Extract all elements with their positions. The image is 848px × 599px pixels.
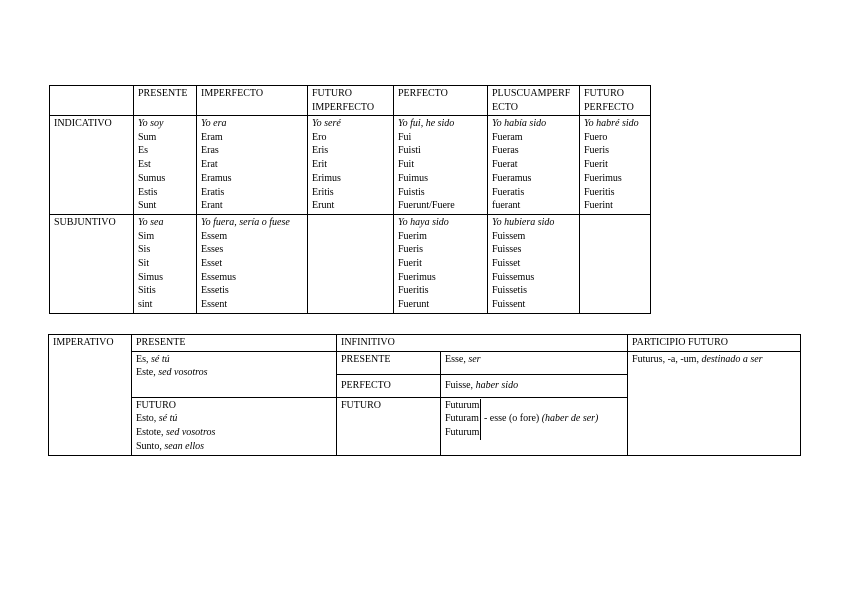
imperativo-presente-line-1: Es, sé tú — [136, 353, 170, 365]
conjugation-table-imperativo-infinitivo — [48, 334, 801, 456]
cell-subjuntivo-pluscuamperfecto — [488, 214, 580, 313]
conjugation-form: Sim — [138, 230, 155, 242]
conjugation-form: Eramus — [201, 172, 232, 184]
cell-indicativo-presente — [134, 116, 197, 215]
cell-indicativo-imperfecto — [197, 116, 308, 215]
conjugation-form: Fuistis — [398, 186, 425, 198]
conjugation-form: Fuerat — [492, 159, 518, 171]
cell-indicativo-perfecto — [394, 116, 488, 215]
infinitivo-perfecto-form: Fuisse, haber sido — [441, 374, 628, 397]
conjugation-form: Fuerunt — [398, 299, 430, 311]
conjugation-form: Yo soy — [138, 118, 164, 129]
table2-header-row — [49, 335, 801, 352]
conjugation-form: Fuissemus — [492, 271, 535, 283]
participio-label: PARTICIPIO FUTURO — [628, 335, 801, 352]
futuro-tail: - esse (o fore) (haber de ser) — [483, 413, 599, 425]
conjugation-form: Fui — [398, 131, 412, 143]
cell-indicativo-futuro-perfecto — [580, 116, 651, 215]
conjugation-form: Yo era — [201, 118, 227, 129]
conjugation-form: Yo habré sido — [584, 118, 639, 129]
header-perfecto: PERFECTO — [394, 86, 488, 116]
conjugation-form: Yo fui, he sido — [398, 118, 455, 129]
conjugation-form: Essent — [201, 299, 228, 311]
conjugation-form: Erit — [312, 159, 327, 171]
cell-indicativo-futuro-imperfecto — [308, 116, 394, 215]
header-imperfecto: IMPERFECTO — [197, 86, 308, 116]
header-empty — [50, 86, 134, 116]
cell-subjuntivo-imperfecto — [197, 214, 308, 313]
conjugation-form: Esses — [201, 244, 224, 256]
conjugation-form: Yo hubiera sido — [492, 216, 555, 228]
conjugation-form: Fuisses — [492, 244, 522, 256]
conjugation-form: Esset — [201, 258, 223, 270]
conjugation-form: Yo seré — [312, 118, 341, 129]
imperativo-futuro-line-2: Estote, sed vosotros — [136, 427, 216, 439]
conjugation-form: Fueritis — [398, 285, 429, 297]
conjugation-form: Es — [138, 145, 148, 157]
conjugation-form: Eratis — [201, 186, 225, 198]
conjugation-form: Fuissent — [492, 299, 526, 311]
conjugation-form: Erant — [201, 200, 223, 212]
conjugation-form: Eris — [312, 145, 329, 157]
conjugation-form: Fueris — [584, 145, 609, 157]
conjugation-form: Sitis — [138, 285, 156, 297]
infinitivo-presente-label: PRESENTE — [337, 351, 441, 374]
imperativo-presente-label: PRESENTE — [132, 335, 337, 352]
conjugation-form: Fuit — [398, 159, 415, 171]
imperativo-futuro-line-3: Sunto, sean ellos — [136, 440, 205, 452]
conjugation-form: Fuisti — [398, 145, 421, 157]
conjugation-form: Fuissem — [492, 230, 526, 242]
cell-subjuntivo-futuro-imperfecto — [308, 214, 394, 313]
conjugation-form: Eras — [201, 145, 219, 157]
conjugation-form: Fuerimus — [398, 271, 436, 283]
conjugation-form: Erunt — [312, 200, 335, 212]
header-futuro-imperfecto: FUTURO IMPERFECTO — [308, 86, 394, 116]
cell-subjuntivo-futuro-perfecto — [580, 214, 651, 313]
imperativo-futuro-line-1: Esto, sé tú — [136, 413, 178, 425]
conjugation-form: Estis — [138, 186, 158, 198]
conjugation-form: Est — [138, 159, 151, 171]
conjugation-form: Fuerim — [398, 230, 427, 242]
header-futuro-perfecto: FUTURO PERFECTO — [580, 86, 651, 116]
conjugation-form: Fueram — [492, 131, 523, 143]
row-label-indicativo: INDICATIVO — [50, 116, 134, 215]
conjugation-form: Fuero — [584, 131, 608, 143]
conjugation-form: Fuerimus — [584, 172, 622, 184]
imperativo-futuro-forms: FUTURO Esto, sé tú Estote, sed vosotros Sunto, sean ellos — [132, 397, 337, 455]
conjugation-form: Fueratis — [492, 186, 525, 198]
row-indicativo — [50, 116, 651, 215]
conjugation-form: Essetis — [201, 285, 229, 297]
conjugation-form: Sit — [138, 258, 150, 270]
conjugation-table-indicativo-subjuntivo — [49, 85, 651, 314]
imperativo-label: IMPERATIVO — [49, 335, 132, 456]
conjugation-form: Sumus — [138, 172, 166, 184]
infinitivo-futuro-label: FUTURO — [337, 397, 441, 455]
conjugation-form: Yo sea — [138, 216, 164, 228]
conjugation-form: Fuerit — [584, 159, 608, 171]
conjugation-form: Yo haya sido — [398, 216, 449, 228]
imperativo-presente-forms — [132, 351, 337, 397]
infinitivo-perfecto-label: PERFECTO — [337, 374, 441, 397]
conjugation-form: Fueritis — [584, 186, 615, 198]
row-subjuntivo — [50, 214, 651, 313]
conjugation-form: Erimus — [312, 172, 341, 184]
infinitivo-futuro-form — [441, 397, 628, 455]
conjugation-form: Fuerint — [584, 200, 613, 212]
conjugation-form: fuerant — [492, 200, 521, 212]
conjugation-form: Yo había sido — [492, 118, 547, 129]
header-presente: PRESENTE — [134, 86, 197, 116]
conjugation-form: Fueramus — [492, 172, 532, 184]
participio-form: Futurus, -a, -um, destinado a ser — [628, 351, 801, 455]
conjugation-form: Eritis — [312, 186, 334, 198]
conjugation-form: Sum — [138, 131, 157, 143]
conjugation-form: Fueras — [492, 145, 519, 157]
infinitivo-presente-form: Esse, ser — [441, 351, 628, 374]
conjugation-form: Ero — [312, 131, 327, 143]
conjugation-form: Yo fuera, sería o fuese — [201, 216, 290, 228]
infinitivo-label: INFINITIVO — [337, 335, 628, 352]
conjugation-form: sint — [138, 299, 153, 311]
futuro-brace-group: Futurum Futuram Futurum — [445, 399, 480, 439]
cell-indicativo-pluscuamperfecto — [488, 116, 580, 215]
row-label-subjuntivo: SUBJUNTIVO — [50, 214, 134, 313]
conjugation-form: Essem — [201, 230, 228, 242]
conjugation-form: Simus — [138, 271, 164, 283]
conjugation-form: Fuerit — [398, 258, 422, 270]
header-pluscuamperfecto: PLUSCUAMPERF ECTO — [488, 86, 580, 116]
conjugation-form: Erat — [201, 159, 218, 171]
conjugation-form: Fuimus — [398, 172, 429, 184]
conjugation-form: Fuissetis — [492, 285, 528, 297]
conjugation-form: Essemus — [201, 271, 236, 283]
conjugation-form: Sunt — [138, 200, 157, 212]
conjugation-form: Sis — [138, 244, 151, 256]
conjugation-form: Fuerunt/Fuere — [398, 200, 455, 212]
cell-subjuntivo-perfecto — [394, 214, 488, 313]
table2-row-presente — [49, 351, 801, 374]
cell-subjuntivo-presente — [134, 214, 197, 313]
conjugation-form: Fueris — [398, 244, 423, 256]
conjugation-form: Fuisset — [492, 258, 521, 270]
imperativo-presente-line-2: Este, sed vosotros — [136, 367, 208, 379]
conjugation-form: Eram — [201, 131, 223, 143]
table1-header-row — [50, 86, 651, 116]
